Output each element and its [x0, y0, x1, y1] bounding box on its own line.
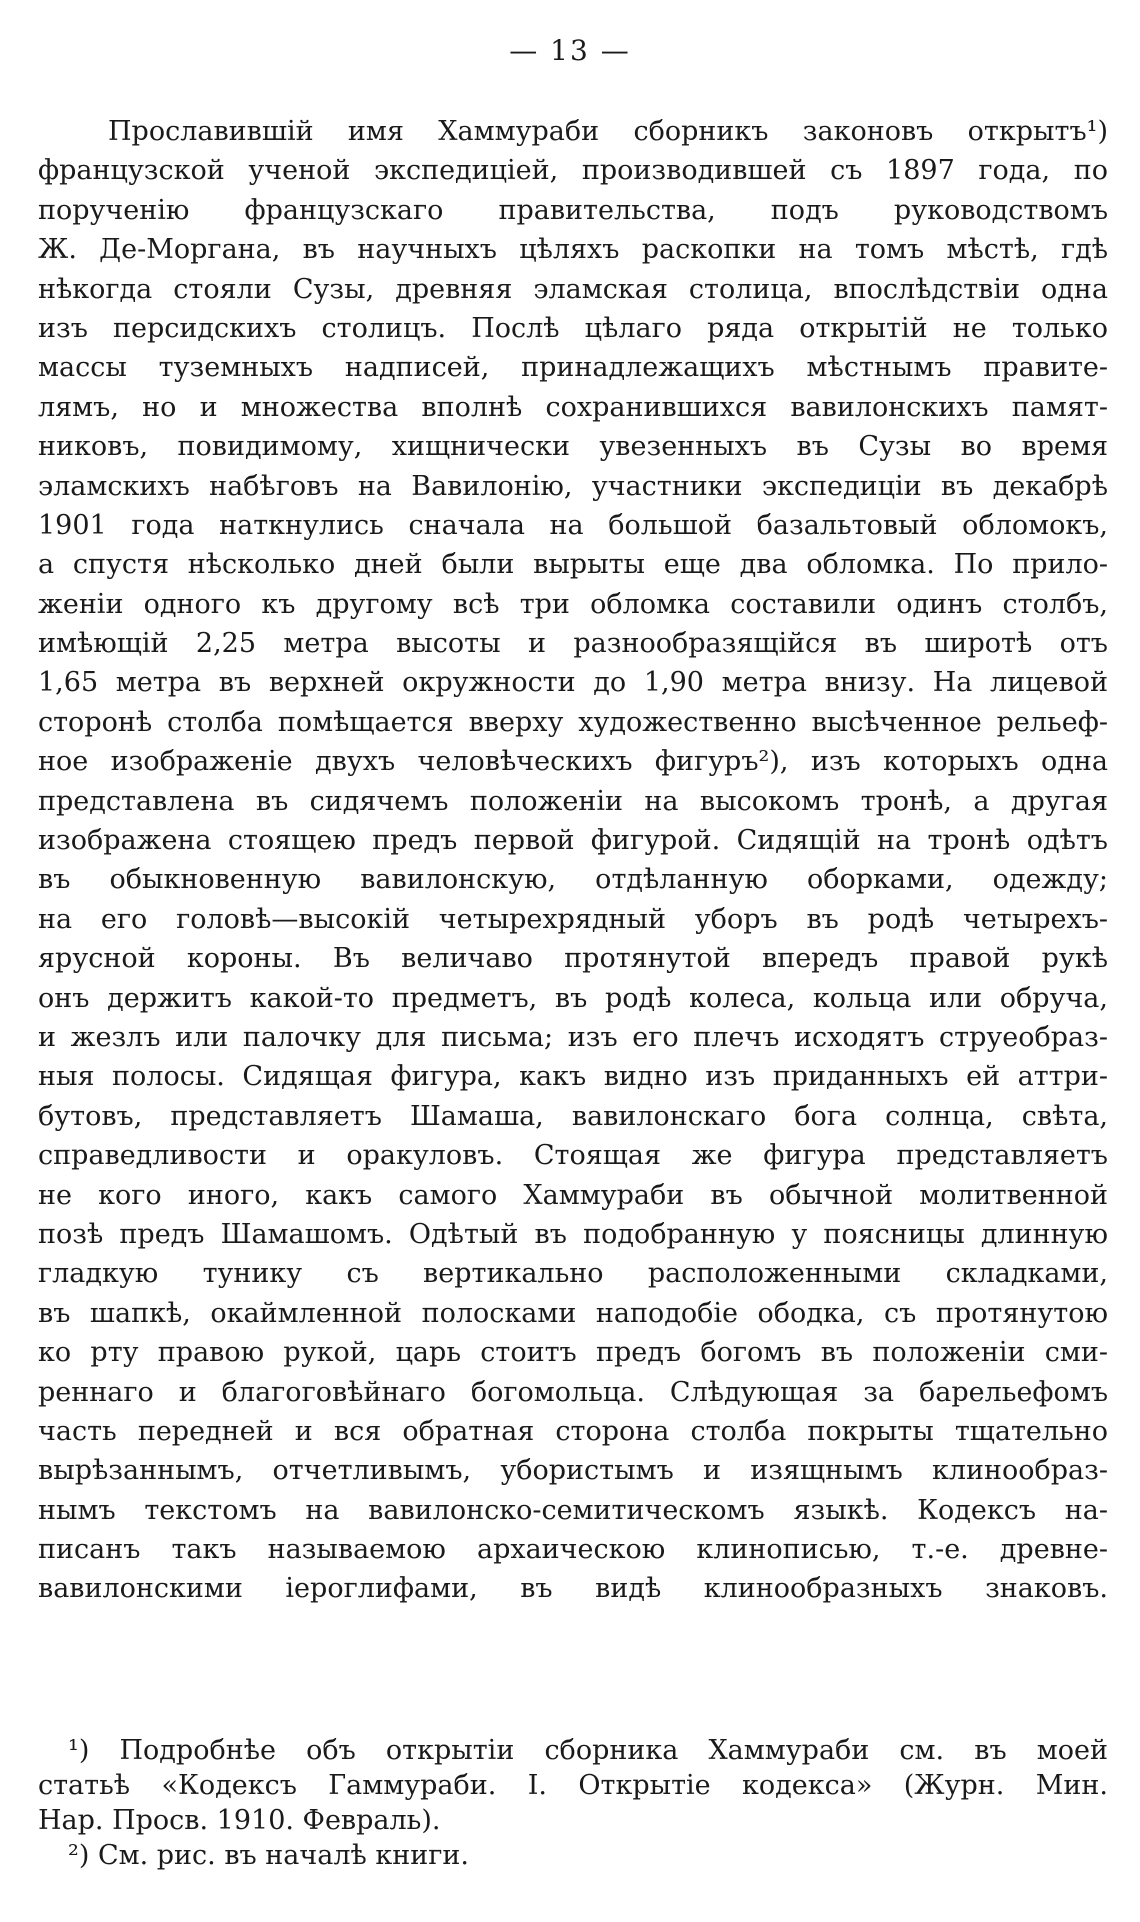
text-line: въ шапкѣ, окаймленной полосками наподобіе ободка, съ протянутою	[38, 1297, 1108, 1329]
text-line: въ обыкновенную вавилонскую, отдѣланную оборками, одежду;	[38, 864, 1108, 896]
footnote-line: ²) См. рис. въ началѣ книги.	[68, 1840, 469, 1871]
text-line: гладкую тунику съ вертикально расположенными складками,	[38, 1258, 1108, 1290]
text-line: ныя полосы. Сидящая фигура, какъ видно изъ приданныхъ ей аттри-	[38, 1061, 1108, 1093]
text-line: массы туземныхъ надписей, принадлежащихъ мѣстнымъ правите-	[38, 352, 1108, 384]
page-number: — 13 —	[509, 34, 631, 67]
text-line: представлена въ сидячемъ положеніи на высокомъ тронѣ, а другая	[38, 785, 1108, 817]
text-line: ко рту правою рукой, царь стоитъ предъ богомъ въ положеніи сми-	[38, 1337, 1108, 1369]
text-line: нымъ текстомъ на вавилонско-семитическомъ языкѣ. Кодексъ на-	[38, 1494, 1108, 1526]
text-line: не кого иного, какъ самого Хаммураби въ обычной молитвенной	[38, 1179, 1108, 1211]
text-line: справедливости и оракуловъ. Стоящая же фигура представляетъ	[38, 1140, 1108, 1172]
text-line: эламскихъ набѣговъ на Вавилонію, участники экспедиціи въ декабрѣ	[38, 470, 1108, 502]
text-line: и жезлъ или палочку для письма; изъ его плечъ исходятъ струеобраз-	[38, 1021, 1108, 1053]
text-line: нѣкогда стояли Сузы, древняя эламская столица, впослѣдствіи одна	[38, 273, 1108, 305]
footnote-line: Нар. Просв. 1910. Февраль).	[38, 1805, 441, 1836]
text-line: лямъ, но и множества вполнѣ сохранившихся вавилонскихъ памят-	[38, 391, 1108, 423]
text-line: вырѣзаннымъ, отчетливымъ, убористымъ и изящнымъ клинообраз-	[38, 1455, 1108, 1487]
text-line: а спустя нѣсколько дней были вырыты еще два обломка. По прило-	[38, 549, 1108, 581]
text-line: порученію французскаго правительства, подъ руководствомъ	[38, 194, 1108, 226]
text-line: ярусной короны. Въ величаво протянутой впередъ правой рукѣ	[38, 943, 1108, 975]
text-line: 1,65 метра въ верхней окружности до 1,90 метра внизу. На лицевой	[38, 667, 1108, 699]
text-line: Прославившій имя Хаммураби сборникъ законовъ открытъ¹)	[108, 116, 1108, 147]
footnote-line: статьѣ «Кодексъ Гаммураби. I. Открытіе кодекса» (Журн. Мин.	[38, 1770, 1108, 1801]
text-line: женіи одного къ другому всѣ три обломка составили одинъ столбъ,	[38, 588, 1108, 620]
text-line: имѣющій 2,25 метра высоты и разнообразящійся въ широтѣ отъ	[38, 628, 1108, 660]
text-line: сторонѣ столба помѣщается вверху художественно высѣченное рельеф-	[38, 706, 1108, 738]
text-line: изображена стоящею предъ первой фигурой. Сидящій на тронѣ одѣтъ	[38, 825, 1108, 857]
text-line: онъ держитъ какой-то предметъ, въ родѣ колеса, кольца или обруча,	[38, 982, 1108, 1014]
footnote-line: ¹) Подробнѣе объ открытіи сборника Хаммураби см. въ моей	[68, 1735, 1108, 1766]
text-line: бутовъ, представляетъ Шамаша, вавилонскаго бога солнца, свѣта,	[38, 1100, 1108, 1132]
text-line: французской ученой экспедиціей, производившей съ 1897 года, по	[38, 155, 1108, 187]
text-line: писанъ такъ называемою архаическою клинописью, т.-е. древне-	[38, 1534, 1108, 1566]
text-line: изъ персидскихъ столицъ. Послѣ цѣлаго ряда открытій не только	[38, 312, 1108, 344]
text-line: позѣ предъ Шамашомъ. Одѣтый въ подобранную у поясницы длинную	[38, 1218, 1108, 1250]
text-line: часть передней и вся обратная сторона столба покрыты тщательно	[38, 1415, 1108, 1447]
text-line: никовъ, повидимому, хищнически увезенныхъ въ Сузы во время	[38, 431, 1108, 463]
footnotes	[38, 1733, 1108, 1873]
text-line: на его головѣ—высокій четырехрядный уборъ въ родѣ четырехъ-	[38, 903, 1108, 935]
text-line: ное изображеніе двухъ человѣческихъ фигуръ²), изъ которыхъ одна	[38, 746, 1108, 778]
text-line: Ж. Де-Моргана, въ научныхъ цѣляхъ раскопки на томъ мѣстѣ, гдѣ	[38, 234, 1108, 266]
text-line: 1901 года наткнулись сначала на большой базальтовый обломокъ,	[38, 509, 1108, 541]
text-line: реннаго и благоговѣйнаго богомольца. Слѣдующая за барельефомъ	[38, 1376, 1108, 1408]
text-line: вавилонскими іероглифами, въ видѣ клинообразныхъ знаковъ.	[38, 1573, 1108, 1605]
body-text	[38, 112, 1108, 1609]
